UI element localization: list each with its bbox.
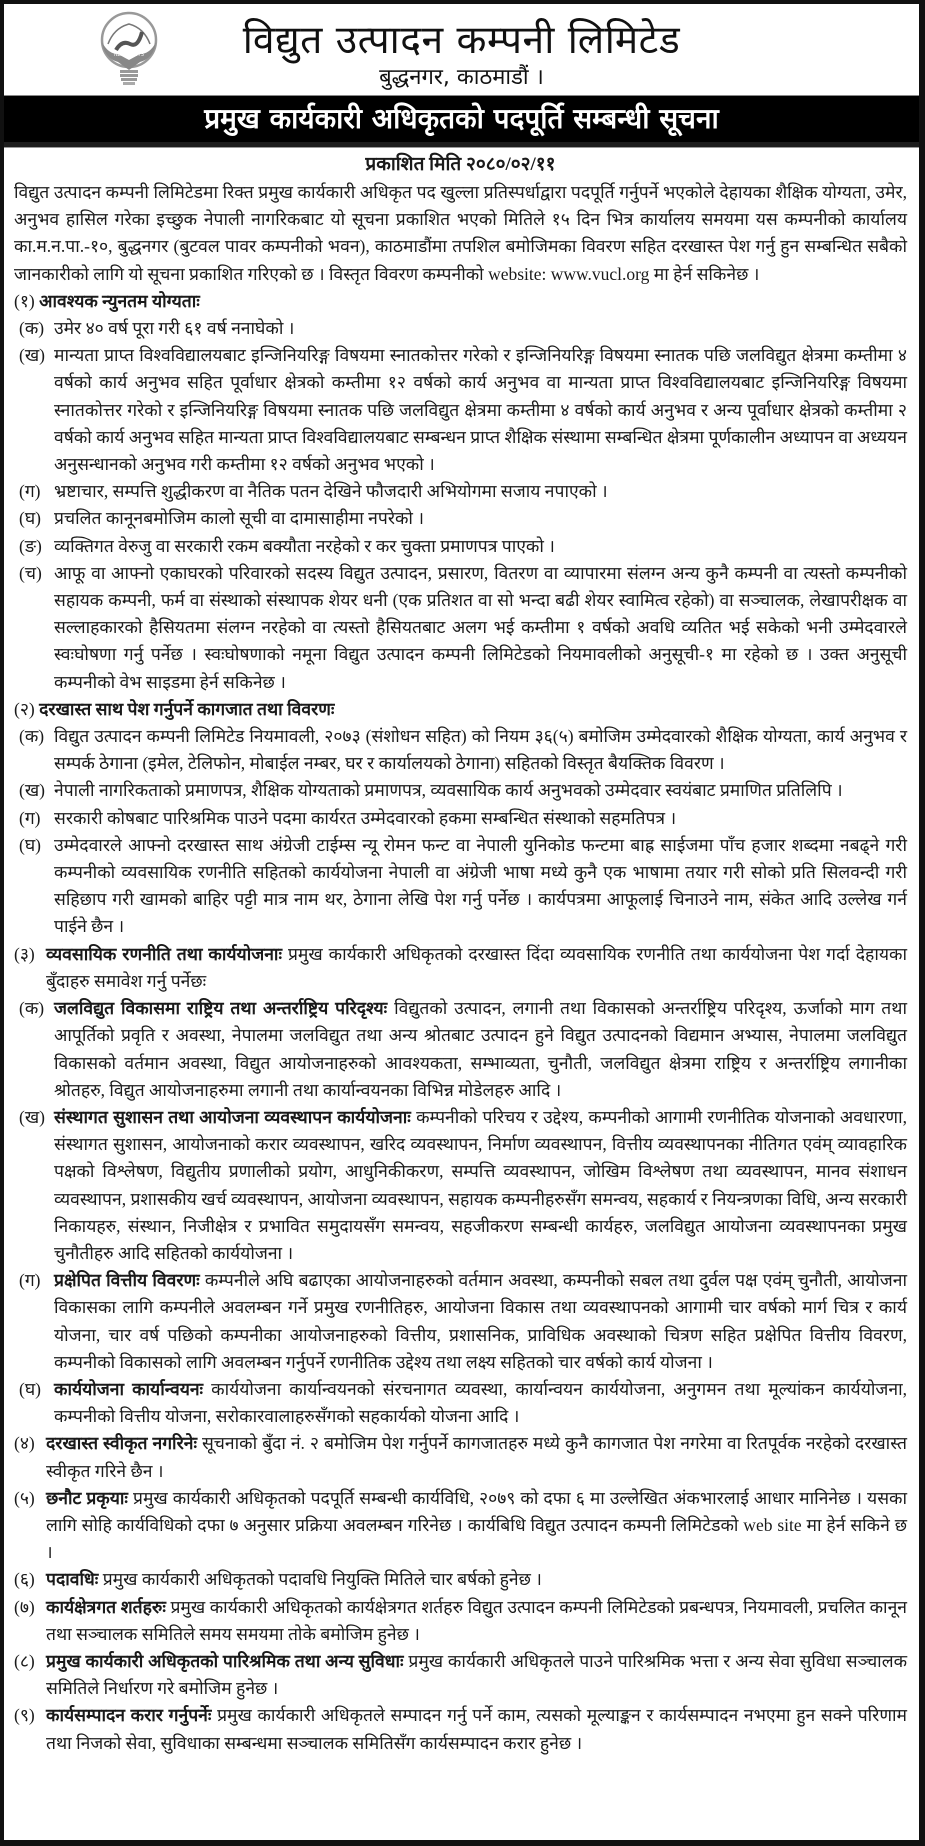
section-number: (७)	[14, 1596, 35, 1617]
item-marker: (ख)	[19, 345, 45, 366]
section-title: पदावधिः	[46, 1569, 99, 1590]
section-number: (४)	[14, 1433, 35, 1454]
section-title: कार्यक्षेत्रगत शर्तहरुः	[46, 1596, 166, 1617]
item-text: कम्पनीले अघि बढाएका आयोजनाहरुको वर्तमान अवस्था, कम्पनीको सबल तथा दुर्वल पक्ष एवंम् चुनौती, आयोजना विकासका लागि कम्पनीले अवलम्बन गर्ने प्रमुख रणनीतिहरु, आयोजना विकास तथा व्यवस्थापनको आगामी चार वर्षको मार्ग चित्र र कार्य योजना, चार वर्ष पछिको कम्पनीका आयोजनाहरुको वित्तीय, प्रशासनिक, प्राविधिक अवस्थाको चित्रण सहित प्रक्षेपित वित्तीय विवरण, कम्पनीको विकासको लागि अवलम्बन गर्नुपर्ने रणनीतिक उद्देश्य तथा लक्ष्य सहितको चार वर्षको कार्य योजना ।	[54, 1270, 908, 1372]
section-tenure	[14, 1566, 907, 1593]
item-text: विद्युत उत्पादन कम्पनी लिमिटेड नियमावली, २०७३ (संशोधन सहित) को नियम ३६(५) बमोजिम उम्मेदवारको शैक्षिक योग्यता, कार्य अनुभव र सम्पर्क ठेगाना (इमेल, टेलिफोन, मोबाईल नम्बर, घर र कार्यालयको ठेगाना) सहितको विस्तृत बैयक्तिक विवरण ।	[54, 726, 907, 774]
section-application-rejection	[14, 1430, 907, 1484]
list-item	[14, 723, 907, 777]
section-title: प्रमुख कार्यकारी अधिकृतको पारिश्रमिक तथा अन्य सुविधाः	[46, 1650, 404, 1671]
section-number: (६)	[14, 1569, 35, 1590]
item-marker: (ग)	[19, 481, 41, 502]
item-marker: (क)	[19, 726, 45, 747]
section-text: प्रमुख कार्यकारी अधिकृतले सम्पादन गर्नु पर्ने काम, त्यसको मूल्याङ्कन र कार्यसम्पादन नभएमा हुन सक्ने परिणाम तथा निजको सेवा, सुविधाका सम्बन्धमा सञ्चालक समितिसँग कार्यसम्पादन करार हुनेछ ।	[46, 1705, 907, 1753]
item-text: भ्रष्टाचार, सम्पत्ति शुद्धीकरण वा नैतिक पतन देखिने फौजदारी अभियोगमा सजाय नपाएको ।	[54, 481, 608, 502]
notice-title-banner	[4, 96, 919, 147]
item-text: नेपाली नागरिकताको प्रमाणपत्र, शैक्षिक योग्यताको प्रमाणपत्र, व्यवसायिक कार्य अनुभवको उम्मेदवार स्वयंबाट प्रमाणित प्रतिलिपि ।	[54, 780, 843, 801]
section-title: दरखास्त साथ पेश गर्नुपर्ने कागजात तथा विवरणः	[39, 698, 335, 719]
item-text: उमेर ४० वर्ष पूरा गरी ६१ वर्ष ननाघेको ।	[54, 318, 295, 339]
item-marker: (घ)	[19, 1378, 41, 1399]
published-date: प्रकाशित मिति २०८०/०२/११	[365, 154, 556, 175]
list-item	[14, 1104, 907, 1267]
section-number: (२)	[14, 698, 35, 719]
section-heading	[14, 288, 907, 315]
item-text: सरकारी कोषबाट पारिश्रमिक पाउने पदमा कार्यरत उम्मेदवारको हकमा सम्बन्धित संस्थाको सहमतिपत्र ।	[54, 807, 677, 828]
section-number: (९)	[14, 1705, 35, 1726]
section-selection-process	[14, 1485, 907, 1567]
list-item	[14, 777, 907, 804]
item-text: कार्ययोजना कार्यान्वयनको संरचनागत व्यवस्था, कार्यान्वयन कार्ययोजना, अनुगमन तथा मूल्यांकन कार्ययोजना, कम्पनीको वित्तीय योजना, सरोकारवालाहरुसँगको सहकार्यको योजना आदि ।	[54, 1378, 907, 1427]
item-marker: (च)	[19, 562, 42, 583]
list-item	[14, 478, 907, 505]
item-marker: (ग)	[19, 1270, 41, 1291]
section-number: (५)	[14, 1487, 35, 1508]
letterhead	[4, 4, 919, 96]
company-address: बुद्धनगर, काठमाडौं ।	[379, 65, 544, 90]
section-text: प्रमुख कार्यकारी अधिकृतको कार्यक्षेत्रगत शर्तहरु विद्युत उत्पादन कम्पनी लिमिटेडको प्रबन्धपत्र, नियमावली, प्रचलित कानून तथा सञ्चालक समितिले समय समयमा तोके बमोजिम हुनेछ ।	[46, 1596, 908, 1644]
section-required-documents	[14, 696, 907, 941]
section-terms-of-reference	[14, 1594, 907, 1648]
section-title: कार्यसम्पादन करार गर्नुपर्नेः	[46, 1705, 212, 1726]
item-text: प्रचलित कानूनबमोजिम कालो सूची वा दामासाहीमा नपरेको ।	[54, 508, 424, 529]
list-item	[14, 805, 907, 832]
section-heading	[14, 696, 907, 723]
item-lead: कार्ययोजना कार्यान्वयनः	[54, 1378, 204, 1399]
item-lead: संस्थागत सुशासन तथा आयोजना व्यवस्थापन कार्ययोजनाः	[54, 1106, 411, 1127]
item-text: व्यक्तिगत वेरुजु वा सरकारी रकम बक्यौता नरहेको र कर चुक्ता प्रमाणपत्र पाएको ।	[54, 535, 555, 556]
list-item	[14, 315, 907, 342]
section-title: व्यवसायिक रणनीति तथा कार्ययोजनाः	[46, 943, 282, 964]
section-performance-contract	[14, 1702, 907, 1756]
list-item	[14, 505, 907, 532]
item-marker: (ख)	[19, 1106, 45, 1127]
section-text: प्रमुख कार्यकारी अधिकृतको पदावधि नियुक्ति मितिले चार बर्षको हुनेछ ।	[102, 1569, 542, 1590]
item-lead: जलविद्युत विकासमा राष्ट्रिय तथा अन्तर्राष्ट्रिय परिदृश्यः	[54, 998, 388, 1019]
section-remuneration	[14, 1648, 907, 1702]
list-item	[14, 1376, 907, 1430]
section-text: सूचनाको बुँदा नं. २ बमोजिम पेश गर्नुपर्ने कागजातहरु मध्ये कुनै कागजात पेश नगरेमा वा रितपूर्वक नरहेको दरखास्त स्वीकृत गरिने छैन ।	[46, 1433, 908, 1481]
item-marker: (ङ)	[19, 535, 42, 556]
list-item	[14, 533, 907, 560]
section-number: (८)	[14, 1650, 35, 1671]
divider	[4, 147, 919, 148]
item-marker: (ग)	[19, 807, 41, 828]
section-minimum-qualification	[14, 288, 907, 696]
list-item	[14, 1267, 907, 1376]
list-item	[14, 832, 907, 941]
section-text: प्रमुख कार्यकारी अधिकृतको पदपूर्ति सम्बन्धी कार्यविधि, २०७९ को दफा ६ मा उल्लेखित अंकभारलाई आधार मानिनेछ । यसका लागि सोहि कार्यविधिको दफा ७ अनुसार प्रक्रिया अवलम्बन गरिनेछ । कार्यबिधि विद्युत उत्पादन कम्पनी लिमिटेडको web site मा हेर्न सकिने छ ।	[46, 1487, 908, 1563]
item-text: विद्युतको उत्पादन, लगानी तथा विकासको अन्तर्राष्ट्रिय परिदृश्य, ऊर्जाको माग तथा आपूर्तिको प्रवृति र अवस्था, नेपालमा जलविद्युत तथा अन्य श्रोतबाट उत्पादन हुने विद्युत उत्पादनको विद्यमान अभ्यास, नेपालमा जलविद्युत विकासको वर्तमान अवस्था, विद्युत आयोजनाहरुको आवश्यकता, सम्भाव्यता, चुनौती, जलविद्युत क्षेत्रमा राष्ट्रिय र अन्तर्राष्ट्रिय लगानीका श्रोतहरु, विद्युत आयोजनाहरुमा लगानी तथा कार्यान्वयनका विभिन्न मोडेलहरु आदि ।	[54, 998, 907, 1100]
item-lead: प्रक्षेपित वित्तीय विवरणः	[54, 1270, 200, 1291]
intro-paragraph: विद्युत उत्पादन कम्पनी लिमिटेडमा रिक्त प्रमुख कार्यकारी अधिकृत पद खुल्ला प्रतिस्पर्धाद्वारा पदपूर्ति गर्नुपर्ने भएकोले देहायका शैक्षिक योग्यता, उमेर, अनुभव हासिल गरेका इच्छुक नेपाली नागरिकबाट यो सूचना प्रकाशित भएको मितिले १५ दिन भित्र कार्यालय समयमा यस कम्पनीको कार्यालय का.म.न.पा.-१०, बुद्धनगर (बुटवल पावर कम्पनीको भवन), काठमाडौंमा तपशिल बमोजिमका विवरण सहित दरखास्त पेश गर्नु हुन सम्बन्धित सबैको जानकारीको लागि यो सूचना प्रकाशित गरिएको छ । विस्तृत विवरण कम्पनीको website: www.vucl.org मा हेर्न सकिनेछ ।	[14, 182, 907, 284]
item-text: कम्पनीको परिचय र उद्देश्य, कम्पनीको आगामी रणनीतिक योजनाको अवधारणा, संस्थागत सुशासन, आयोजनाको करार व्यवस्थापन, खरिद व्यवस्थापन, निर्माण व्यवस्थापन, वित्तीय व्यवस्थापनका नीतिगत एवंम् व्यावहारिक पक्षको विश्लेषण, विद्युतीय प्रणालीको प्रयोग, आधुनिकीकरण, सम्पत्ति व्यवस्थापन, जोखिम विश्लेषण तथा व्यवस्थापन, मानव संशाधन व्यवस्थापन, प्रशासकीय खर्च व्यवस्थापन, आयोजना व्यवस्थापन, सहायक कम्पनीहरुसँग समन्वय, सहकार्य र नियन्त्रणका विधि, अन्य सरकारी निकायहरु, संस्थान, निजीक्षेत्र र प्रभावित समुदायसँग समन्वय, सहजीकरण सम्बन्धी कार्यहरु, जलविद्युत आयोजना व्यवस्थापनका प्रमुख चुनौतीहरु आदि सहितको कार्ययोजना ।	[54, 1106, 907, 1263]
item-marker: (घ)	[19, 834, 41, 855]
item-marker: (ख)	[19, 780, 45, 801]
section-heading	[14, 941, 907, 995]
notice-body	[4, 151, 919, 1757]
item-text: उम्मेदवारले आफ्नो दरखास्त साथ अंग्रेजी टाईम्स न्यू रोमन फन्ट वा नेपाली युनिकोड फन्टमा बाह्र साईजमा पाँच हजार शब्दमा नबढ्ने गरी कम्पनीको व्यवसायिक रणनीति सहितको कार्ययोजना नेपाली वा अंग्रेजी भाषा मध्ये कुनै एक भाषामा तयार गरी सोको प्रति सिलवन्दी गरी सहिछाप गरी खामको बाहिर पट्टी मात्र नाम थर, ठेगाना लेखि पेश गर्नु पर्नेछ । कार्यपत्रमा आफूलाई चिनाउने नाम, संकेत आदि उल्लेख गर्न पाईने छैन ।	[54, 834, 907, 937]
section-number: (३)	[14, 943, 35, 964]
list-item	[14, 560, 907, 696]
logo-caption: NEPAL 2073	[113, 52, 145, 58]
item-marker: (क)	[19, 318, 45, 339]
section-text: प्रमुख कार्यकारी अधिकृतले पाउने पारिश्रमिक भत्ता र अन्य सेवा सुविधा सञ्चालक समितिले निर्धारण गरे बमोजिम हुनेछ ।	[46, 1650, 908, 1699]
section-title: दरखास्त स्वीकृत नगरिनेः	[46, 1433, 197, 1454]
section-business-strategy	[14, 941, 907, 1431]
section-text: प्रमुख कार्यकारी अधिकृतको दरखास्त दिंदा व्यवसायिक रणनीति तथा कार्ययोजना पेश गर्दा देहायका बुँदाहरु समावेश गर्नु पर्नेछः	[46, 943, 908, 991]
list-item	[14, 342, 907, 478]
section-title: छनौट प्रकृयाः	[46, 1487, 128, 1508]
item-marker: (घ)	[19, 508, 41, 529]
notice-title: प्रमुख कार्यकारी अधिकृतको पदपूर्ति सम्बन्धी सूचना	[204, 102, 719, 135]
section-title: आवश्यक न्युनतम योग्यताः	[39, 290, 200, 311]
item-marker: (क)	[19, 998, 45, 1019]
item-text: मान्यता प्राप्त विश्वविद्यालयबाट इन्जिनियरिङ्ग विषयमा स्नातकोत्तर गरेको र इन्जिनियरिङ्ग विषयमा स्नातक पछि जलविद्युत क्षेत्रमा कम्तीमा ४ वर्षको कार्य अनुभव सहित पूर्वाधार क्षेत्रको कम्तीमा १२ वर्षको कार्य अनुभव वा मान्यता प्राप्त विश्वविद्यालयबाट इन्जिनियरिङ्ग विषयमा स्नातकोत्तर गरेको र इन्जिनियरिङ्ग विषयमा स्नातक पछि जलविद्युत क्षेत्रमा कम्तीमा ४ वर्षको कार्य अनुभव र अन्य पूर्वाधार क्षेत्रको कम्तीमा २ वर्षको कार्य अनुभव सहित मान्यता प्राप्त विश्वविद्यालयबाट सम्बन्धन प्राप्त शैक्षिक संस्थामा सम्बन्धित क्षेत्रमा पूर्णकालीन अध्यापन वा अध्ययन अनुसन्धानको अनुभव गरी कम्तीमा १२ वर्षको अनुभव भएको ।	[54, 345, 907, 475]
list-item	[14, 995, 907, 1104]
company-name: विद्युत उत्पादन कम्पनी लिमिटेड	[242, 18, 681, 63]
item-text: आफू वा आफ्नो एकाघरको परिवारको सदस्य विद्युत उत्पादन, प्रसारण, वितरण वा व्यापारमा संलग्न अन्य कुनै कम्पनी वा त्यस्तो कम्पनीको सहायक कम्पनी, फर्म वा संस्थाको संस्थापक शेयर धनी (एक प्रतिशत वा सो भन्दा बढी शेयर स्वामित्व रहेको) वा सञ्चालक, लेखापरीक्षक वा सल्लाहकारको हैसियतमा संलग्न नरहेको वा त्यस्तो हैसियतबाट अलग भई कम्तीमा १ वर्षको अवधि व्यतित भई सकेको भनी उम्मेदवारले स्वःघोषणा गर्नु पर्नेछ । स्वःघोषणाको नमूना विद्युत उत्पादन कम्पनी लिमिटेडको नियमावलीको अनुसूची-१ मा रहेको छ । उक्त अनुसूची कम्पनीको वेभ साइडमा हेर्न सकिनेछ ।	[54, 562, 907, 692]
section-number: (१)	[14, 290, 35, 311]
